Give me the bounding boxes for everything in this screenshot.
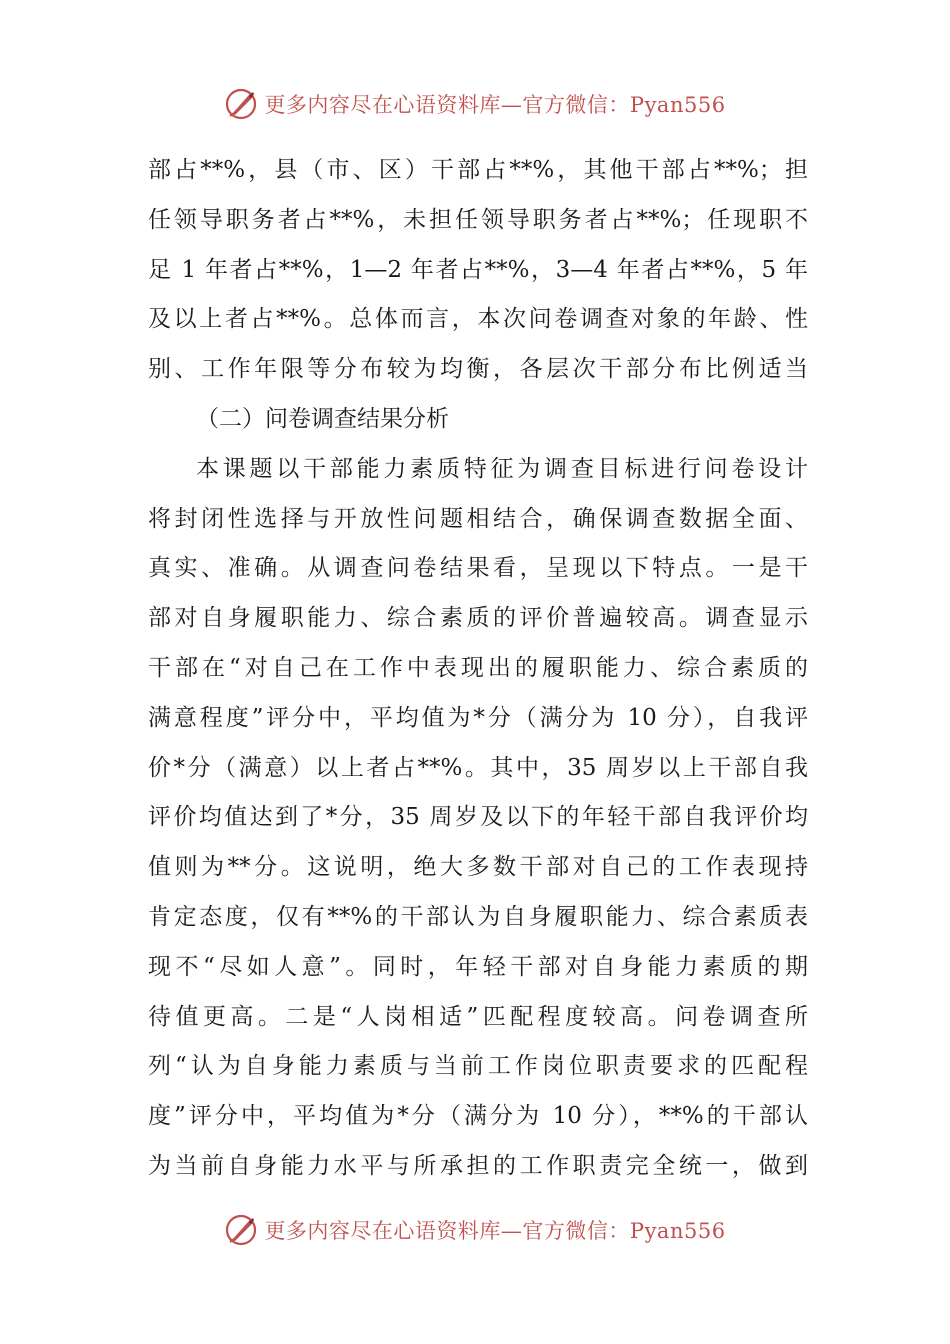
body-line: 度”评分中，平均值为*分（满分为 10 分），**%的干部认 <box>148 1103 808 1130</box>
body-line: 肯定态度，仅有**%的干部认为自身履职能力、综合素质表 <box>148 903 808 930</box>
body-line: 评价均值达到了*分，35 周岁及以下的年轻干部自我评价均 <box>148 804 808 831</box>
banner-text: 更多内容尽在心语资料库—官方微信：Pyan556 <box>264 93 726 117</box>
body-line: 为当前自身能力水平与所承担的工作职责完全统一，做到 <box>148 1152 808 1179</box>
body-line: 真实、准确。从调查问卷结果看，呈现以下特点。一是干 <box>148 555 808 582</box>
paragraph-first-line: 本课题以干部能力素质特征为调查目标进行问卷设计 <box>196 455 808 482</box>
body-line: 部占**%，县（市、区）干部占**%，其他干部占**%；担 <box>148 157 808 183</box>
body-line: 列“认为自身能力素质与当前工作岗位职责要求的匹配程 <box>148 1053 808 1080</box>
body-line: 价*分（满意）以上者占**%。其中，35 周岁以上干部自我 <box>148 754 808 781</box>
body-line: 满意程度”评分中，平均值为*分（满分为 10 分），自我评 <box>148 704 808 731</box>
body-line: 任领导职务者占**%，未担任领导职务者占**%；任现职不 <box>148 206 808 233</box>
section-heading: （二）问卷调查结果分析 <box>196 405 449 432</box>
body-line: 部对自身履职能力、综合素质的评价普遍较高。调查显示 <box>148 605 808 632</box>
header-banner <box>0 84 950 124</box>
body-line: 值则为**分。这说明，绝大多数干部对自己的工作表现持 <box>148 854 808 881</box>
body-line: 将封闭性选择与开放性问题相结合，确保调查数据全面、 <box>148 505 808 532</box>
banner-text: 更多内容尽在心语资料库—官方微信：Pyan556 <box>264 1219 726 1243</box>
quill-pen-logo-icon <box>224 87 258 121</box>
body-line: 待值更高。二是“人岗相适”匹配程度较高。问卷调查所 <box>148 1003 808 1030</box>
quill-pen-logo-icon <box>224 1213 258 1247</box>
body-line: 现不“尽如人意”。同时，年轻干部对自身能力素质的期 <box>148 953 808 980</box>
body-line: 足 1 年者占**%，1—2 年者占**%，3—4 年者占**%，5 年 <box>148 256 808 283</box>
document-body <box>148 146 808 1192</box>
footer-banner <box>0 1210 950 1250</box>
body-line: 及以上者占**%。总体而言，本次问卷调查对象的年龄、性 <box>148 306 808 333</box>
body-line: 干部在“对自己在工作中表现出的履职能力、综合素质的 <box>148 654 808 681</box>
body-line: 别、工作年限等分布较为均衡，各层次干部分布比例适当 <box>148 356 808 383</box>
